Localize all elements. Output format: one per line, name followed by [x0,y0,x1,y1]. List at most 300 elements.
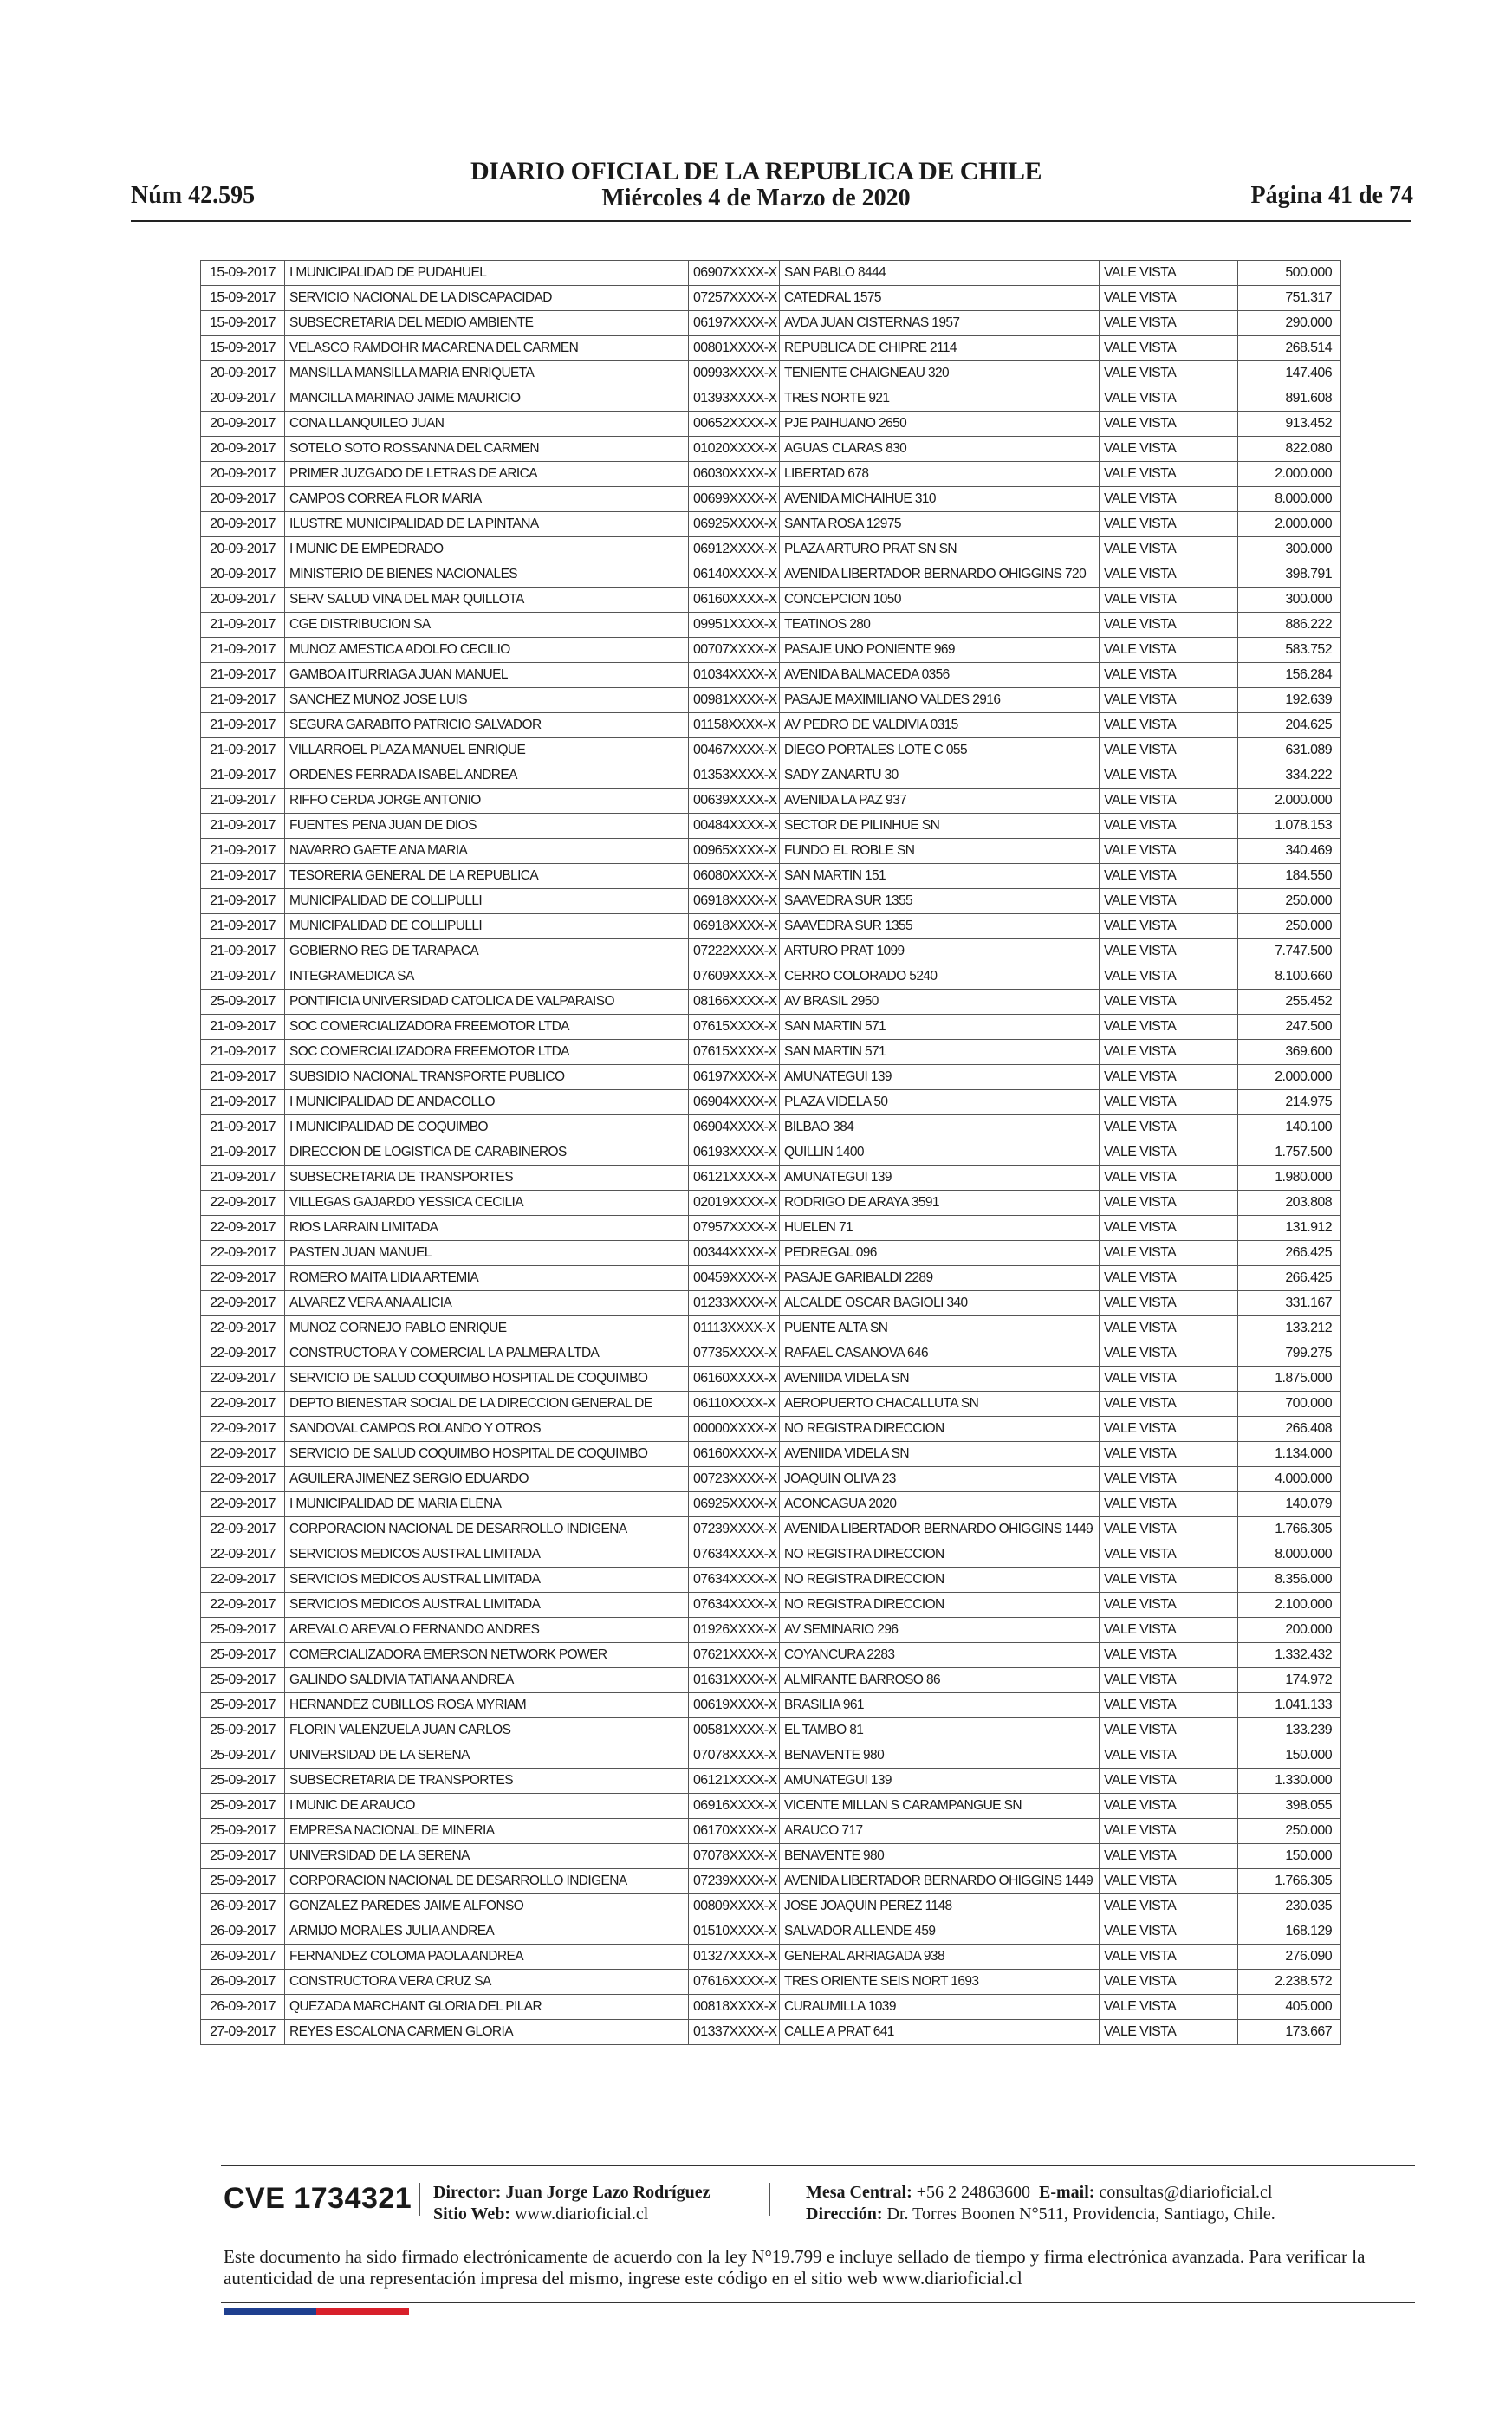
date-cell: 26-09-2017 [201,1995,285,2020]
payment-type-cell: VALE VISTA [1100,1367,1238,1392]
address-cell: PASAJE UNO PONIENTE 969 [780,638,1100,663]
beneficiary-cell: COMERCIALIZADORA EMERSON NETWORK POWER [285,1643,689,1668]
rut-cell: 06904XXXX-X [689,1115,780,1140]
table-row [201,613,1341,638]
beneficiary-cell: DIRECCION DE LOGISTICA DE CARABINEROS [285,1140,689,1166]
rut-cell: 06197XXXX-X [689,311,780,336]
table-row [201,964,1341,990]
amount-cell: 822.080 [1238,437,1341,462]
date-cell: 21-09-2017 [201,1140,285,1166]
beneficiary-cell: I MUNICIPALIDAD DE MARIA ELENA [285,1492,689,1517]
amount-cell: 631.089 [1238,738,1341,763]
payment-type-cell: VALE VISTA [1100,1492,1238,1517]
address-cell: SECTOR DE PILINHUE SN [780,814,1100,839]
email-link[interactable]: consultas@diarioficial.cl [1099,2183,1273,2202]
footer-separator [419,2183,420,2216]
payment-type-cell: VALE VISTA [1100,1743,1238,1769]
address-cell: RODRIGO DE ARAYA 3591 [780,1191,1100,1216]
beneficiary-cell: I MUNICIPALIDAD DE PUDAHUEL [285,261,689,286]
amount-cell: 250.000 [1238,1819,1341,1844]
payment-type-cell: VALE VISTA [1100,1140,1238,1166]
header-divider [131,220,1411,222]
beneficiary-cell: I MUNICIPALIDAD DE COQUIMBO [285,1115,689,1140]
table-row [201,763,1341,789]
address-cell: CATEDRAL 1575 [780,286,1100,311]
rut-cell: 08166XXXX-X [689,990,780,1015]
date-cell: 25-09-2017 [201,1844,285,1869]
date-cell: 20-09-2017 [201,537,285,562]
beneficiary-cell: NAVARRO GAETE ANA MARIA [285,839,689,864]
rut-cell: 00809XXXX-X [689,1894,780,1919]
amount-cell: 1.757.500 [1238,1140,1341,1166]
rut-cell: 00699XXXX-X [689,487,780,512]
table-row [201,1367,1341,1392]
beneficiary-cell: UNIVERSIDAD DE LA SERENA [285,1844,689,1869]
table-row [201,1819,1341,1844]
table-row [201,1844,1341,1869]
payment-type-cell: VALE VISTA [1100,1442,1238,1467]
payment-type-cell: VALE VISTA [1100,1718,1238,1743]
payment-type-cell: VALE VISTA [1100,1291,1238,1316]
amount-cell: 2.000.000 [1238,789,1341,814]
rut-cell: 07615XXXX-X [689,1015,780,1040]
amount-cell: 184.550 [1238,864,1341,889]
amount-cell: 133.212 [1238,1316,1341,1341]
rut-cell: 06160XXXX-X [689,1442,780,1467]
rut-cell: 00652XXXX-X [689,412,780,437]
beneficiary-cell: SERVICIO DE SALUD COQUIMBO HOSPITAL DE COQUIMBO [285,1442,689,1467]
rut-cell: 06160XXXX-X [689,1367,780,1392]
address-cell: SAN PABLO 8444 [780,261,1100,286]
amount-cell: 2.000.000 [1238,462,1341,487]
payment-type-cell: VALE VISTA [1100,613,1238,638]
table-row [201,1115,1341,1140]
address-cell: SAAVEDRA SUR 1355 [780,889,1100,914]
rut-cell: 06110XXXX-X [689,1392,780,1417]
amount-cell: 1.332.432 [1238,1643,1341,1668]
date-cell: 22-09-2017 [201,1467,285,1492]
amount-cell: 133.239 [1238,1718,1341,1743]
address-cell: SAN MARTIN 151 [780,864,1100,889]
date-cell: 21-09-2017 [201,663,285,688]
beneficiary-cell: SUBSECRETARIA DEL MEDIO AMBIENTE [285,311,689,336]
beneficiary-cell: RIOS LARRAIN LIMITADA [285,1216,689,1241]
rut-cell: 07222XXXX-X [689,939,780,964]
date-cell: 25-09-2017 [201,990,285,1015]
payment-type-cell: VALE VISTA [1100,1869,1238,1894]
table-row [201,1316,1341,1341]
issue-number: Núm 42.595 [131,182,256,209]
address-cell: AMUNATEGUI 139 [780,1166,1100,1191]
date-cell: 21-09-2017 [201,1040,285,1065]
table-row [201,537,1341,562]
address-text: Dr. Torres Boonen N°511, Providencia, Santiago, Chile. [886,2204,1275,2224]
rut-cell: 06925XXXX-X [689,1492,780,1517]
amount-cell: 398.791 [1238,562,1341,588]
beneficiary-cell: ARMIJO MORALES JULIA ANDREA [285,1919,689,1945]
rut-cell: 00619XXXX-X [689,1693,780,1718]
beneficiary-cell: CONA LLANQUILEO JUAN [285,412,689,437]
payment-type-cell: VALE VISTA [1100,914,1238,939]
address-cell: GENERAL ARRIAGADA 938 [780,1945,1100,1970]
rut-cell: 01926XXXX-X [689,1618,780,1643]
amount-cell: 8.000.000 [1238,1542,1341,1568]
beneficiary-cell: PRIMER JUZGADO DE LETRAS DE ARICA [285,462,689,487]
rut-cell: 07957XXXX-X [689,1216,780,1241]
table-row [201,386,1341,412]
payment-type-cell: VALE VISTA [1100,713,1238,738]
address-cell: AVENIDA BALMACEDA 0356 [780,663,1100,688]
amount-cell: 7.747.500 [1238,939,1341,964]
payment-type-cell: VALE VISTA [1100,1166,1238,1191]
table-row [201,437,1341,462]
table-row [201,688,1341,713]
date-cell: 20-09-2017 [201,562,285,588]
rut-cell: 01631XXXX-X [689,1668,780,1693]
beneficiary-cell: SERVICIOS MEDICOS AUSTRAL LIMITADA [285,1542,689,1568]
payment-type-cell: VALE VISTA [1100,939,1238,964]
date-cell: 21-09-2017 [201,814,285,839]
date-cell: 21-09-2017 [201,839,285,864]
address-cell: SADY ZANARTU 30 [780,763,1100,789]
rut-cell: 06916XXXX-X [689,1794,780,1819]
signature-note: Este documento ha sido firmado electrónicamente de acuerdo con la ley N°19.799 e incluye sellado de tiempo y firma electrónica avanzada. Para verificar la autenticidad de una representación impresa del mismo, ingrese este código en el sitio web www.diarioficial.cl [224,2246,1366,2289]
table-row [201,889,1341,914]
rut-cell: 06030XXXX-X [689,462,780,487]
payment-type-cell: VALE VISTA [1100,1216,1238,1241]
amount-cell: 156.284 [1238,663,1341,688]
amount-cell: 2.100.000 [1238,1593,1341,1618]
beneficiary-cell: SOC COMERCIALIZADORA FREEMOTOR LTDA [285,1015,689,1040]
payment-type-cell: VALE VISTA [1100,412,1238,437]
table-row [201,361,1341,386]
amount-cell: 1.078.153 [1238,814,1341,839]
amount-cell: 204.625 [1238,713,1341,738]
date-cell: 22-09-2017 [201,1542,285,1568]
amount-cell: 266.425 [1238,1266,1341,1291]
table-row [201,1065,1341,1090]
table-row [201,1241,1341,1266]
director-line [433,2183,711,2203]
issue-date: Miércoles 4 de Marzo de 2020 [601,185,911,211]
beneficiary-cell: MUNICIPALIDAD DE COLLIPULLI [285,914,689,939]
rut-cell: 00993XXXX-X [689,361,780,386]
beneficiary-cell: SUBSECRETARIA DE TRANSPORTES [285,1166,689,1191]
date-cell: 22-09-2017 [201,1392,285,1417]
stripe-red [316,2308,409,2315]
amount-cell: 1.980.000 [1238,1166,1341,1191]
address-cell: AVENIIDA VIDELA SN [780,1442,1100,1467]
amount-cell: 147.406 [1238,361,1341,386]
site-label: Sitio Web: [433,2204,511,2224]
rut-cell: 00965XXXX-X [689,839,780,864]
amount-cell: 1.330.000 [1238,1769,1341,1794]
rut-cell: 07078XXXX-X [689,1743,780,1769]
payment-type-cell: VALE VISTA [1100,2020,1238,2045]
table-row [201,1668,1341,1693]
beneficiary-cell: SOTELO SOTO ROSSANNA DEL CARMEN [285,437,689,462]
beneficiary-cell: GOBIERNO REG DE TARAPACA [285,939,689,964]
table-row [201,914,1341,939]
beneficiary-cell: REYES ESCALONA CARMEN GLORIA [285,2020,689,2045]
date-cell: 21-09-2017 [201,613,285,638]
amount-cell: 340.469 [1238,839,1341,864]
payment-type-cell: VALE VISTA [1100,261,1238,286]
beneficiary-cell: CONSTRUCTORA Y COMERCIAL LA PALMERA LTDA [285,1341,689,1367]
address-cell: NO REGISTRA DIRECCION [780,1593,1100,1618]
beneficiary-cell: SUBSECRETARIA DE TRANSPORTES [285,1769,689,1794]
payment-type-cell: VALE VISTA [1100,512,1238,537]
payment-type-cell: VALE VISTA [1100,1668,1238,1693]
date-cell: 21-09-2017 [201,713,285,738]
rut-cell: 01158XXXX-X [689,713,780,738]
address-cell: BRASILIA 961 [780,1693,1100,1718]
footer-divider [221,2165,1415,2166]
table-row [201,311,1341,336]
address-cell: CURAUMILLA 1039 [780,1995,1100,2020]
rut-cell: 01353XXXX-X [689,763,780,789]
date-cell: 25-09-2017 [201,1718,285,1743]
date-cell: 22-09-2017 [201,1241,285,1266]
date-cell: 22-09-2017 [201,1367,285,1392]
rut-cell: 06918XXXX-X [689,889,780,914]
address-cell: BENAVENTE 980 [780,1743,1100,1769]
table-row [201,1995,1341,2020]
payment-type-cell: VALE VISTA [1100,1467,1238,1492]
date-cell: 25-09-2017 [201,1769,285,1794]
rut-cell: 06912XXXX-X [689,537,780,562]
beneficiary-cell: CAMPOS CORREA FLOR MARIA [285,487,689,512]
payment-type-cell: VALE VISTA [1100,1542,1238,1568]
date-cell: 20-09-2017 [201,512,285,537]
date-cell: 20-09-2017 [201,437,285,462]
date-cell: 21-09-2017 [201,1115,285,1140]
rut-cell: 06121XXXX-X [689,1769,780,1794]
amount-cell: 140.100 [1238,1115,1341,1140]
rut-cell: 01327XXXX-X [689,1945,780,1970]
address-cell: SAN MARTIN 571 [780,1040,1100,1065]
amount-cell: 334.222 [1238,763,1341,789]
payment-type-cell: VALE VISTA [1100,1693,1238,1718]
director-name: Juan Jorge Lazo Rodríguez [505,2183,711,2202]
date-cell: 22-09-2017 [201,1266,285,1291]
amount-cell: 131.912 [1238,1216,1341,1241]
table-row [201,261,1341,286]
rut-cell: 07609XXXX-X [689,964,780,990]
address-cell: FUNDO EL ROBLE SN [780,839,1100,864]
beneficiary-cell: SERVICIOS MEDICOS AUSTRAL LIMITADA [285,1593,689,1618]
beneficiary-cell: AGUILERA JIMENEZ SERGIO EDUARDO [285,1467,689,1492]
table-row [201,1015,1341,1040]
rut-cell: 01510XXXX-X [689,1919,780,1945]
date-cell: 25-09-2017 [201,1643,285,1668]
table-row [201,1643,1341,1668]
beneficiary-cell: MINISTERIO DE BIENES NACIONALES [285,562,689,588]
rut-cell: 07735XXXX-X [689,1341,780,1367]
table-row [201,1568,1341,1593]
table-row [201,1517,1341,1542]
payment-type-cell: VALE VISTA [1100,437,1238,462]
payment-type-cell: VALE VISTA [1100,1919,1238,1945]
address-cell: AMUNATEGUI 139 [780,1769,1100,1794]
amount-cell: 913.452 [1238,412,1341,437]
beneficiary-cell: MUNOZ CORNEJO PABLO ENRIQUE [285,1316,689,1341]
beneficiary-cell: I MUNIC DE EMPEDRADO [285,537,689,562]
rut-cell: 09951XXXX-X [689,613,780,638]
address-cell: CONCEPCION 1050 [780,588,1100,613]
beneficiary-cell: SERVICIO NACIONAL DE LA DISCAPACIDAD [285,286,689,311]
table-row [201,1492,1341,1517]
address-cell: PLAZA VIDELA 50 [780,1090,1100,1115]
table-row [201,1392,1341,1417]
payment-type-cell: VALE VISTA [1100,1568,1238,1593]
rut-cell: 00981XXXX-X [689,688,780,713]
address-cell: AVENIIDA VIDELA SN [780,1367,1100,1392]
table-row [201,1618,1341,1643]
beneficiary-cell: ORDENES FERRADA ISABEL ANDREA [285,763,689,789]
rut-cell: 06160XXXX-X [689,588,780,613]
email-label: E-mail: [1039,2183,1095,2202]
beneficiary-cell: FUENTES PENA JUAN DE DIOS [285,814,689,839]
table-row [201,814,1341,839]
date-cell: 22-09-2017 [201,1568,285,1593]
rut-cell: 00818XXXX-X [689,1995,780,2020]
rut-cell: 02019XXXX-X [689,1191,780,1216]
date-cell: 21-09-2017 [201,914,285,939]
date-cell: 22-09-2017 [201,1442,285,1467]
payment-type-cell: VALE VISTA [1100,1593,1238,1618]
beneficiary-cell: CORPORACION NACIONAL DE DESARROLLO INDIGENA [285,1517,689,1542]
date-cell: 27-09-2017 [201,2020,285,2045]
date-cell: 21-09-2017 [201,638,285,663]
amount-cell: 192.639 [1238,688,1341,713]
address-cell: HUELEN 71 [780,1216,1100,1241]
table-row [201,1166,1341,1191]
date-cell: 26-09-2017 [201,1945,285,1970]
rut-cell: 00723XXXX-X [689,1467,780,1492]
table-row [201,1467,1341,1492]
amount-cell: 173.667 [1238,2020,1341,2045]
amount-cell: 4.000.000 [1238,1467,1341,1492]
date-cell: 20-09-2017 [201,412,285,437]
amount-cell: 331.167 [1238,1291,1341,1316]
table-row [201,789,1341,814]
address-cell: PEDREGAL 096 [780,1241,1100,1266]
amount-cell: 140.079 [1238,1492,1341,1517]
address-cell: AMUNATEGUI 139 [780,1065,1100,1090]
beneficiary-cell: SANDOVAL CAMPOS ROLANDO Y OTROS [285,1417,689,1442]
table-row [201,512,1341,537]
table-row [201,1794,1341,1819]
address-cell: RAFAEL CASANOVA 646 [780,1341,1100,1367]
table-row [201,1945,1341,1970]
table-row [201,1769,1341,1794]
date-cell: 20-09-2017 [201,361,285,386]
table-row [201,462,1341,487]
address-cell: CALLE A PRAT 641 [780,2020,1100,2045]
amount-cell: 1.041.133 [1238,1693,1341,1718]
date-cell: 25-09-2017 [201,1668,285,1693]
amount-cell: 1.875.000 [1238,1367,1341,1392]
date-cell: 22-09-2017 [201,1216,285,1241]
beneficiary-cell: TESORERIA GENERAL DE LA REPUBLICA [285,864,689,889]
amount-cell: 891.608 [1238,386,1341,412]
page-indicator: Página 41 de 74 [1250,182,1413,209]
rut-cell: 07616XXXX-X [689,1970,780,1995]
rut-cell: 00000XXXX-X [689,1417,780,1442]
payment-type-cell: VALE VISTA [1100,1040,1238,1065]
contact-line [806,2183,1272,2203]
amount-cell: 751.317 [1238,286,1341,311]
rut-cell: 00484XXXX-X [689,814,780,839]
beneficiary-cell: CORPORACION NACIONAL DE DESARROLLO INDIGENA [285,1869,689,1894]
address-cell: PLAZA ARTURO PRAT SN SN [780,537,1100,562]
beneficiary-cell: EMPRESA NACIONAL DE MINERIA [285,1819,689,1844]
address-cell: AVENIDA LIBERTADOR BERNARDO OHIGGINS 1449 [780,1869,1100,1894]
amount-cell: 230.035 [1238,1894,1341,1919]
address-cell: REPUBLICA DE CHIPRE 2114 [780,336,1100,361]
address-cell: TRES ORIENTE SEIS NORT 1693 [780,1970,1100,1995]
payment-type-cell: VALE VISTA [1100,1970,1238,1995]
rut-cell: 06197XXXX-X [689,1065,780,1090]
payment-type-cell: VALE VISTA [1100,1769,1238,1794]
payment-type-cell: VALE VISTA [1100,1241,1238,1266]
date-cell: 26-09-2017 [201,1919,285,1945]
amount-cell: 200.000 [1238,1618,1341,1643]
table-row [201,1693,1341,1718]
table-row [201,1919,1341,1945]
payment-type-cell: VALE VISTA [1100,1015,1238,1040]
rut-cell: 00581XXXX-X [689,1718,780,1743]
rut-cell: 07257XXXX-X [689,286,780,311]
site-link[interactable]: www.diarioficial.cl [515,2204,649,2224]
address-cell: AVENIDA LA PAZ 937 [780,789,1100,814]
amount-cell: 174.972 [1238,1668,1341,1693]
address-cell: ALCALDE OSCAR BAGIOLI 340 [780,1291,1100,1316]
table-row [201,286,1341,311]
amount-cell: 268.514 [1238,336,1341,361]
date-cell: 25-09-2017 [201,1618,285,1643]
payment-type-cell: VALE VISTA [1100,738,1238,763]
beneficiary-cell: MUNICIPALIDAD DE COLLIPULLI [285,889,689,914]
beneficiary-cell: UNIVERSIDAD DE LA SERENA [285,1743,689,1769]
amount-cell: 799.275 [1238,1341,1341,1367]
amount-cell: 300.000 [1238,537,1341,562]
table-row [201,1869,1341,1894]
date-cell: 15-09-2017 [201,311,285,336]
beneficiary-cell: RIFFO CERDA JORGE ANTONIO [285,789,689,814]
rut-cell: 07239XXXX-X [689,1517,780,1542]
table-row [201,588,1341,613]
beneficiary-cell: SUBSIDIO NACIONAL TRANSPORTE PUBLICO [285,1065,689,1090]
date-cell: 22-09-2017 [201,1341,285,1367]
amount-cell: 398.055 [1238,1794,1341,1819]
amount-cell: 168.129 [1238,1919,1341,1945]
address-cell: NO REGISTRA DIRECCION [780,1417,1100,1442]
beneficiary-cell: SERVICIOS MEDICOS AUSTRAL LIMITADA [285,1568,689,1593]
mesa-phone: +56 2 24863600 [916,2183,1031,2202]
rut-cell: 01034XXXX-X [689,663,780,688]
amount-cell: 1.766.305 [1238,1517,1341,1542]
beneficiary-cell: AREVALO AREVALO FERNANDO ANDRES [285,1618,689,1643]
amount-cell: 276.090 [1238,1945,1341,1970]
date-cell: 21-09-2017 [201,738,285,763]
payment-type-cell: VALE VISTA [1100,839,1238,864]
table-row [201,1090,1341,1115]
beneficiary-cell: QUEZADA MARCHANT GLORIA DEL PILAR [285,1995,689,2020]
table-row [201,939,1341,964]
table-row [201,1743,1341,1769]
